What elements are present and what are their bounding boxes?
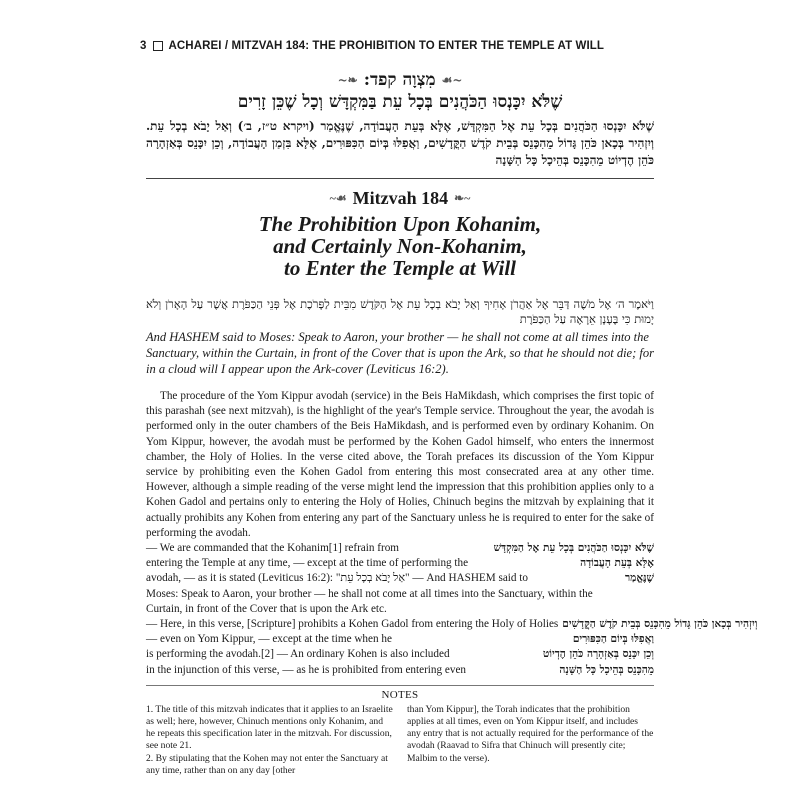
english-title-line: The Prohibition Upon Kohanim, xyxy=(258,212,542,236)
running-header xyxy=(140,40,654,52)
commentary-line: in the injunction of this verse, — as he is prohibited from entering even מֵהִכָּנֵס בְּהֵיכָל כָּל הַשָּׁנָה xyxy=(146,663,654,676)
ornament-icon: ❧~ xyxy=(454,191,471,205)
ornament-icon: ~☙ xyxy=(329,191,347,205)
commentary-line: is performing the avodah.[2] — An ordinary Kohen is also included וְכֵן יִכָּנֵס בְּאַזְהָרָה כֹּהֵן הֶדְיוֹט xyxy=(146,648,654,661)
square-bullet-icon xyxy=(153,41,163,51)
english-title xyxy=(146,213,654,279)
commentary xyxy=(146,541,758,678)
page-number: 3 xyxy=(140,40,147,52)
book-page xyxy=(140,40,758,777)
ornament-icon: ❧~ xyxy=(337,73,358,87)
commentary-line: Curtain, in front of the Cover that is upon the Ark etc. xyxy=(146,602,387,615)
notes-column-right: than Yom Kippur], the Torah indicates that the prohibition applies at all times, even on Yom Kippur itself, and includes any entry that is not actually required for the performance of the avodah (Raavad to Sifra that Chinuch will presently cite; Malbim to the verse). xyxy=(407,703,654,764)
english-title-line: and Certainly Non-Kohanim, xyxy=(273,234,527,258)
verse-english: And HASHEM said to Moses: Speak to Aaron, your brother — he shall not come at all times into the Sanctuary, within the Curtain, in front of the Cover that is upon the Ark, so that he should not die; for in a cloud will I appear upon the Ark-cover (Leviticus 16:2). xyxy=(146,330,654,376)
commentary-line: Moses: Speak to Aaron, your brother — he shall not come at all times into the Sanctuary, within the xyxy=(146,587,593,600)
ornament-icon: ~☙ xyxy=(441,73,463,87)
notes-column-left: 1. The title of this mitzvah indicates that it applies to an Israelite as well; here, however, Chinuch mentions only Kohanim, and he repeats this specification later in the mitzvah. For discussion, see note 21. 2. By stipulating that the Kohen may not enter the Sanctuary at any time, rather than on any day [other xyxy=(146,703,393,776)
hebrew-paragraph: שֶׁלֹּא יִכָּנְסוּ הַכֹּהֲנִים בְּכָל עֵת אֶל הַמִּקְדָּשׁ, אֶלָּא בְּעֵת הָעֲבוֹדָה, שֶׁנֶּאֱמַר (ויקרא ט״ז, ב׳) וְאַל יָבֹא בְכָל עֵת. וְיִזְהִיר בְּכָאן כֹּהֵן גָּדוֹל מֵהִכָּנֵס בְּבֵית קֹדֶשׁ הַקֳּדָשִׁים, וַאֲפִלּוּ בְּיוֹם הַכִּפּוּרִים, אֶלָּא בִּזְמַן הָעֲבוֹדָה, וְכֵן יִכָּנֵס בְּאַזְהָרָה כֹּהֵן הֶדְיוֹט מֵהִכָּנֵס בְּהֵיכָל כָּל הַשָּׁנָה xyxy=(146,119,654,167)
notes-heading: NOTES xyxy=(146,685,654,701)
hebrew-mitzvah-title xyxy=(146,70,654,90)
commentary-line: — We are commanded that the Kohanim[1] refrain from שֶׁלֹּא יִכָּנְסוּ הַכֹּהֲנִים בְּכָל עֵת אֶל הַמִּקְדָּשׁ xyxy=(146,542,654,555)
english-title-line: to Enter the Temple at Will xyxy=(284,256,516,280)
body-paragraph: The procedure of the Yom Kippur avodah (service) in the Beis HaMikdash, which comprises the first topic of this parashah (see next mitzvah), is the highlight of the year's Temple service. Throughout the year, the avodah is performed only in the outer chambers of the Beis HaMikdash, and is performed even by ordinary Kohanim. On Yom Kippur, however, the avodah must be performed by the Kohen Gadol himself, who enters the innermost chamber, the Holy of Holies. In the verse cited above, the Torah prefaces its discussion of the Yom Kippur service by prohibiting even the Kohen Gadol from entering this most consecrated area at any other time. However, although a simple reading of the verse might lend the impression that this prohibition applies only to a Kohen Gadol and pertains only to entering the Holy of Holies, Chinuch begins the mitzvah by explaining that it actually prohibits any Kohen from entering any part of the Sanctuary unless he is required to enter for the sake of performing the avodah. xyxy=(146,390,654,539)
running-title: ACHAREI / MITZVAH 184: THE PROHIBITION TO ENTER THE TEMPLE AT WILL xyxy=(168,40,605,52)
verse-hebrew: וַיֹּאמֶר ה׳ אֶל מֹשֶׁה דַּבֵּר אֶל אַהֲרֹן אָחִיךָ וְאַל יָבֹא בְכָל עֵת אֶל הַקֹּדֶשׁ מִבֵּית לַפָּרֹכֶת אֶל פְּנֵי הַכַּפֹּרֶת אֲשֶׁר עַל הָאָרֹן וְלֹא יָמוּת כִּי בֶּעָנָן אֵרָאֶה עַל הַכַּפֹּרֶת xyxy=(146,297,654,326)
mitzvah-label xyxy=(146,188,654,209)
hebrew-subtitle: שֶׁלֹּא יִכָּנְסוּ הַכֹּהֲנִים בְּכָל עֵת בַּמִּקְדָּשׁ וְכָל שֶׁכֵּן זָרִים xyxy=(237,92,563,112)
commentary-line: avodah, — as it is stated (Leviticus 16:2): "אַל יָבֹא בְכָל עֵת" — And HASHEM said to שֶׁנֶּאֱמַר xyxy=(146,572,654,585)
mitzvah-label-text: Mitzvah 184 xyxy=(352,188,449,208)
notes xyxy=(146,704,654,777)
hebrew-title-text: מִצְוָה קפד: xyxy=(363,70,436,90)
commentary-line: — Here, in this verse, [Scripture] prohibits a Kohen Gadol from entering the Holy of Holies וְיִזְהִיר בְּכָאן כֹּהֵן גָּדוֹל מֵהִכָּנֵס בְּבֵית קֹדֶשׁ הַקֳּדָשִׁים xyxy=(146,618,758,631)
commentary-line: — even on Yom Kippur, — except at the time when he וַאֲפִלּוּ בְּיוֹם הַכִּפּוּרִים xyxy=(146,633,654,646)
divider xyxy=(146,178,654,179)
commentary-line: entering the Temple at any time, — except at the time of performing the אֶלָּא בְּעֵת הָעֲבוֹדָה xyxy=(146,557,654,570)
